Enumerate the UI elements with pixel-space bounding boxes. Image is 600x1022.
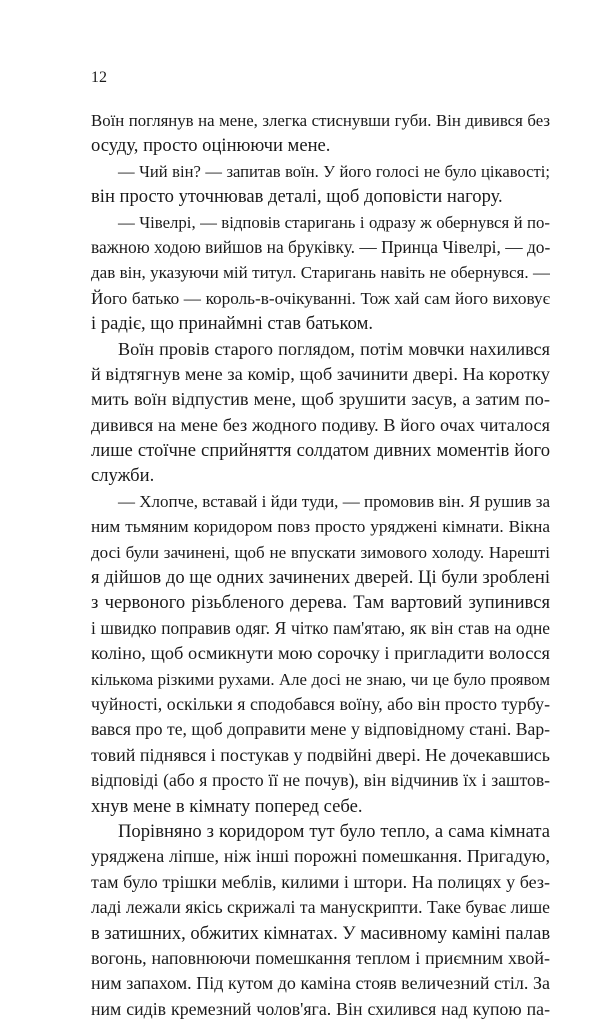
text-line: Воїн поглянув на мене, злегка стиснувши губи. Він дивився без (91, 111, 550, 130)
text-line: я дійшов до ще одних зачинених дверей. Ці були зроблені (91, 567, 550, 589)
text-line: там було трішки меблів, килими і штори. На полицях у без- (91, 871, 550, 892)
text-line: товий піднявся і постукав у подвійні двері. Не дочекавшись (91, 744, 550, 765)
text-line: відповіді (або я просто її не почув), він відчинив їх і заштов- (91, 770, 550, 791)
text-line: й відтягнув мене за комір, щоб зачинити двері. На коротку (91, 363, 550, 384)
page-number: 12 (91, 69, 107, 86)
text-line: Порівняно з коридором тут було тепло, а сама кімната (118, 820, 550, 842)
text-line: вався про те, щоб доправити мене у відповідному стані. Вар- (91, 719, 550, 740)
text-line: кількома різкими рухами. Але досі не знаю, чи це було проявом (91, 669, 550, 689)
text-line: мить воїн відпустив мене, щоб зрушити засув, а затим по- (91, 389, 550, 410)
text-line: Його батько — король-в-очікуванні. Тож хай сам його виховує (91, 288, 550, 308)
text-line: ладі лежали якісь скрижалі та манускрипти. Таке буває лише (91, 897, 550, 918)
text-line: в затишних, обжитих кімнатах. У масивному каміні палав (91, 922, 550, 944)
text-line: ним тьмяним коридором повз просто уряджені кімнати. Вікна (91, 517, 550, 537)
text-line: ним запахом. Під кутом до каміна стояв величезний стіл. За (91, 973, 550, 994)
text-line: служби. (91, 465, 155, 487)
text-line: уряджена ліпше, ніж інші порожні помешкання. Пригадую, (91, 846, 550, 867)
text-line: і радіє, що принаймні став батьком. (91, 313, 373, 335)
text-line: чуйності, оскільки я сподобався воїну, або він просто турбу- (91, 693, 550, 714)
text-line: він просто уточнював деталі, щоб доповісти нагору. (91, 186, 503, 208)
text-line: дивився на мене без жодного подиву. В його очах читалося (91, 414, 550, 435)
text-line: ним сидів кремезний чолов'яга. Він схилився над купою па- (91, 998, 550, 1019)
text-line: — Чий він? — запитав воїн. У його голосі не було цікавості; (118, 161, 550, 181)
text-line: хнув мене в кімнату поперед себе. (91, 795, 363, 817)
text-line: досі були зачинені, щоб не впускати зимового холоду. Нарешті (91, 542, 550, 562)
text-line: — Хлопче, вставай і йди туди, — промовив він. Я рушив за (118, 491, 550, 511)
text-line: вогонь, наповнюючи помешкання теплом і приємним хвой- (91, 947, 550, 968)
text-line: коліно, щоб осмикнути мою сорочку і пригладити волосся (91, 643, 550, 664)
text-line: — Чівелрі, — відповів старигань і одразу ж обернувся й по- (118, 212, 550, 232)
text-line: важною ходою вийшов на бруківку. — Принца Чівелрі, — до- (91, 236, 550, 257)
body-text (91, 108, 550, 1022)
text-line: Воїн провів старого поглядом, потім мовчки нахилився (118, 338, 550, 359)
text-line: з червоного різьбленого дерева. Там вартовий зупинився (91, 592, 550, 614)
text-line: і швидко поправив одяг. Я чітко пам'ятаю, як він став на одне (91, 617, 550, 638)
text-line: осуду, просто оцінюючи мене. (91, 135, 331, 157)
text-line: дав він, указуючи мій титул. Старигань навіть не обернувся. — (91, 263, 550, 283)
text-line: лише стоїчне сприйняття солдатом дивних моментів його (91, 440, 550, 462)
